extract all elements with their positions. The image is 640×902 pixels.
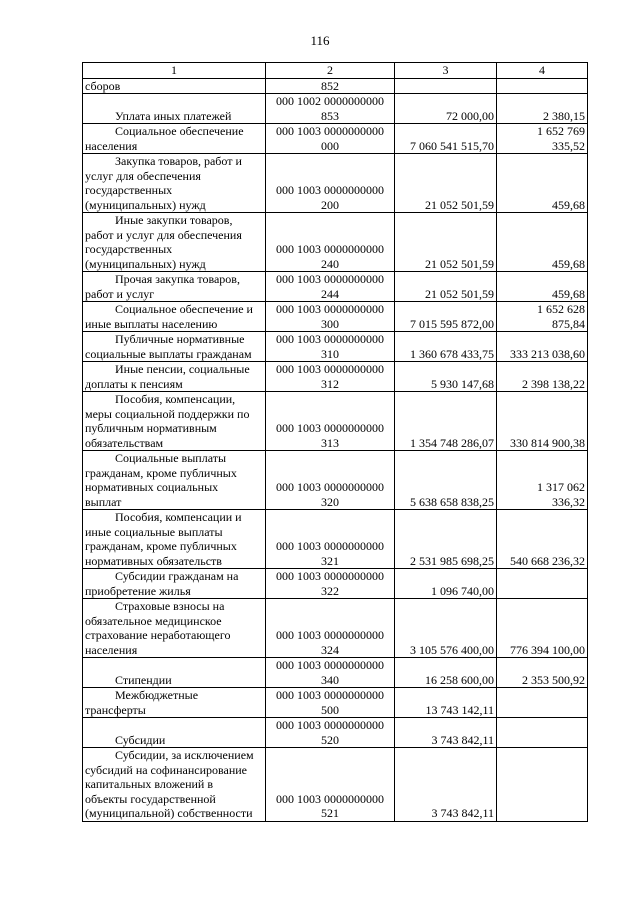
table-row [83, 451, 588, 510]
row-name-cell [83, 94, 266, 124]
row-value-col4-line: 459,68 [552, 256, 585, 271]
row-name-cell [83, 748, 266, 822]
row-value-col3: 3 743 842,11 [395, 718, 497, 748]
row-name-line: Пособия, компенсации и [115, 510, 242, 524]
row-value-col4-line: 2 380,15 [543, 108, 585, 123]
row-name-line: капитальных вложений в [85, 777, 214, 791]
row-value-col3: 3 105 576 400,00 [395, 599, 497, 658]
row-code-line: 313 [321, 435, 339, 450]
row-value-col4-line: 540 668 236,32 [510, 553, 585, 568]
row-name-line: Иные пенсии, социальные [115, 362, 250, 376]
row-value-col3: 7 015 595 872,00 [395, 302, 497, 332]
row-code-line: 320 [321, 494, 339, 509]
row-code-line: 000 1003 0000000000 [276, 539, 384, 553]
row-code-cell [266, 451, 395, 510]
row-value-col3: 16 258 600,00 [395, 658, 497, 688]
row-value-col3: 21 052 501,59 [395, 272, 497, 302]
row-name-line: выплат [85, 494, 122, 509]
row-name-line: нормативных обязательств [85, 553, 222, 568]
row-name-line: (муниципальных) нужд [85, 256, 206, 271]
row-code-line: 000 1003 0000000000 [276, 362, 384, 376]
row-value-col4 [497, 688, 588, 718]
table-header-row [83, 63, 588, 79]
table-row [83, 213, 588, 272]
row-value-col4-line: 1 317 062 [537, 480, 585, 494]
row-name-line: Социальное обеспечение и [115, 302, 253, 316]
row-name-line: Стипендии [115, 672, 172, 687]
row-name-line: гражданам, кроме публичных [85, 465, 237, 480]
page-number: 116 [310, 33, 330, 48]
row-name-line: страхование неработающего [85, 628, 231, 642]
row-code-line: 000 1003 0000000000 [276, 332, 384, 346]
row-name-line: трансферты [85, 702, 146, 717]
row-name-cell [83, 78, 266, 94]
row-code-cell [266, 510, 395, 569]
table-row [83, 392, 588, 451]
row-value-col3: 5 638 658 838,25 [395, 451, 497, 510]
row-name-line: Пособия, компенсации, [115, 392, 236, 406]
row-name-line: доплаты к пенсиям [85, 376, 183, 391]
row-code-line: 000 1003 0000000000 [276, 272, 384, 286]
row-value-col4 [497, 332, 588, 362]
row-value-col4 [497, 124, 588, 154]
row-name-line: нормативных социальных [85, 480, 219, 494]
row-name-line: (муниципальных) нужд [85, 197, 206, 212]
table-row [83, 718, 588, 748]
row-name-cell [83, 599, 266, 658]
row-code-line: 340 [321, 672, 339, 687]
row-name-line: обязательствам [85, 435, 164, 450]
row-code-line: 240 [321, 256, 339, 271]
row-code-cell [266, 658, 395, 688]
row-name-line: Социальные выплаты [115, 451, 227, 465]
row-code-line: 000 1003 0000000000 [276, 718, 384, 732]
row-code-cell [266, 213, 395, 272]
row-name-cell [83, 392, 266, 451]
row-value-col3: 2 531 985 698,25 [395, 510, 497, 569]
column-header-3: 3 [395, 63, 497, 79]
row-name-line: меры социальной поддержки по [85, 406, 250, 421]
row-name-line: Страховые взносы на [115, 599, 225, 613]
row-name-cell [83, 510, 266, 569]
row-value-col4-line: 336,32 [552, 494, 585, 509]
row-code-cell [266, 392, 395, 451]
table-row [83, 362, 588, 392]
row-value-col4-line: 2 353 500,92 [522, 672, 585, 687]
row-name-line: работ и услуг для обеспечения [85, 227, 242, 242]
row-code-line: 000 1003 0000000000 [276, 302, 384, 316]
row-code-line: 000 1003 0000000000 [276, 628, 384, 642]
row-code-line: 852 [321, 78, 339, 93]
row-value-col4 [497, 213, 588, 272]
row-value-col4-line: 1 652 769 [537, 124, 585, 138]
row-name-line: обязательное медицинское [85, 613, 222, 628]
row-code-cell [266, 154, 395, 213]
row-code-line: 000 1003 0000000000 [276, 569, 384, 583]
row-value-col4 [497, 302, 588, 332]
row-name-cell [83, 154, 266, 213]
row-name-line: государственных [85, 242, 173, 256]
row-name-line: Публичные нормативные [115, 332, 245, 346]
budget-table [82, 62, 588, 822]
row-value-col4-line: 1 652 628 [537, 302, 585, 316]
row-name-cell [83, 302, 266, 332]
row-name-line: Субсидии [115, 732, 166, 747]
table-row [83, 94, 588, 124]
row-code-line: 300 [321, 316, 339, 331]
row-name-line: Закупка товаров, работ и [115, 154, 242, 168]
row-value-col3: 21 052 501,59 [395, 213, 497, 272]
row-name-line: объекты государственной [85, 791, 216, 806]
table-row [83, 154, 588, 213]
row-code-cell [266, 569, 395, 599]
row-name-line: (муниципальной) собственности [85, 806, 253, 820]
row-value-col4-line: 335,52 [552, 138, 585, 153]
row-name-line: гражданам, кроме публичных [85, 539, 237, 553]
row-code-line: 000 [321, 138, 339, 153]
row-code-cell [266, 718, 395, 748]
row-name-line: Социальное обеспечение [115, 124, 244, 138]
row-name-line: иные социальные выплаты [85, 524, 223, 539]
row-code-line: 000 1003 0000000000 [276, 242, 384, 256]
row-name-line: Прочая закупка товаров, [115, 272, 240, 286]
row-value-col4-line: 459,68 [552, 197, 585, 212]
row-name-line: населения [85, 642, 138, 657]
row-value-col4 [497, 94, 588, 124]
table-row [83, 302, 588, 332]
column-header-2: 2 [266, 63, 395, 79]
column-header-4: 4 [497, 63, 588, 79]
row-code-line: 322 [321, 583, 339, 598]
row-value-col4 [497, 599, 588, 658]
row-code-cell [266, 94, 395, 124]
row-code-line: 000 1003 0000000000 [276, 183, 384, 197]
row-code-line: 310 [321, 346, 339, 361]
row-value-col3: 1 096 740,00 [395, 569, 497, 599]
row-code-line: 000 1003 0000000000 [276, 791, 384, 806]
row-value-col3: 1 360 678 433,75 [395, 332, 497, 362]
row-code-line: 000 1003 0000000000 [276, 421, 384, 435]
row-name-cell [83, 688, 266, 718]
table-row [83, 272, 588, 302]
row-code-line: 000 1003 0000000000 [276, 124, 384, 138]
row-value-col4-line: 776 394 100,00 [510, 642, 585, 657]
row-code-line: 000 1003 0000000000 [276, 480, 384, 494]
row-name-line: Субсидии, за исключением [115, 748, 254, 762]
row-code-cell [266, 332, 395, 362]
row-name-line: сборов [85, 78, 121, 93]
row-value-col3: 1 354 748 286,07 [395, 392, 497, 451]
row-name-line: Иные закупки товаров, [115, 213, 233, 227]
row-value-col4 [497, 154, 588, 213]
row-code-line: 244 [321, 286, 339, 301]
row-value-col4 [497, 569, 588, 599]
row-value-col4 [497, 748, 588, 822]
table-row [83, 332, 588, 362]
row-value-col4-line: 875,84 [552, 316, 585, 331]
row-value-col4 [497, 362, 588, 392]
row-name-line: государственных [85, 183, 173, 197]
row-name-line: Межбюджетные [115, 688, 199, 702]
row-code-line: 000 1003 0000000000 [276, 688, 384, 702]
row-code-line: 000 1003 0000000000 [276, 658, 384, 672]
table-row [83, 124, 588, 154]
row-name-line: иные выплаты населению [85, 316, 218, 331]
table-row [83, 78, 588, 94]
row-name-line: Субсидии гражданам на [115, 569, 239, 583]
row-value-col4 [497, 658, 588, 688]
row-name-cell [83, 362, 266, 392]
row-code-line: 321 [321, 553, 339, 568]
row-value-col4-line: 2 398 138,22 [522, 376, 585, 391]
table-row [83, 688, 588, 718]
row-name-cell [83, 718, 266, 748]
row-name-line: субсидий на софинансирование [85, 762, 248, 777]
table-row [83, 748, 588, 822]
table-row [83, 510, 588, 569]
row-code-cell [266, 272, 395, 302]
row-name-line: работ и услуг [85, 286, 155, 301]
table-row [83, 658, 588, 688]
table-body [83, 78, 588, 821]
row-code-cell [266, 124, 395, 154]
row-code-cell [266, 362, 395, 392]
row-code-cell [266, 688, 395, 718]
row-name-cell [83, 213, 266, 272]
row-name-cell [83, 658, 266, 688]
row-value-col3: 3 743 842,11 [395, 748, 497, 822]
row-code-cell [266, 599, 395, 658]
row-name-cell [83, 332, 266, 362]
row-name-cell [83, 124, 266, 154]
row-code-line: 500 [321, 702, 339, 717]
row-value-col4-line: 459,68 [552, 286, 585, 301]
row-name-line: социальные выплаты гражданам [85, 346, 252, 361]
table-row [83, 569, 588, 599]
row-code-line: 200 [321, 197, 339, 212]
row-value-col3: 5 930 147,68 [395, 362, 497, 392]
row-value-col4 [497, 272, 588, 302]
row-code-line: 324 [321, 642, 339, 657]
row-value-col4 [497, 451, 588, 510]
row-code-cell [266, 78, 395, 94]
row-code-cell [266, 302, 395, 332]
row-value-col4-line: 333 213 038,60 [510, 346, 585, 361]
row-value-col3 [395, 78, 497, 94]
row-code-line: 520 [321, 732, 339, 747]
row-value-col3: 7 060 541 515,70 [395, 124, 497, 154]
row-code-line: 521 [321, 806, 339, 820]
row-code-line: 312 [321, 376, 339, 391]
row-value-col3: 72 000,00 [395, 94, 497, 124]
row-code-cell [266, 748, 395, 822]
row-name-cell [83, 272, 266, 302]
row-value-col4 [497, 510, 588, 569]
row-value-col3: 21 052 501,59 [395, 154, 497, 213]
row-name-line: населения [85, 138, 138, 153]
row-name-line: публичным нормативным [85, 421, 217, 435]
row-value-col4 [497, 78, 588, 94]
row-name-line: приобретение жилья [85, 583, 191, 598]
row-value-col4 [497, 718, 588, 748]
table-row [83, 599, 588, 658]
row-value-col4-line: 330 814 900,38 [510, 435, 585, 450]
row-name-line: услуг для обеспечения [85, 168, 201, 183]
row-name-cell [83, 569, 266, 599]
row-code-line: 853 [321, 108, 339, 123]
row-code-line: 000 1002 0000000000 [276, 94, 384, 108]
row-name-cell [83, 451, 266, 510]
row-value-col4 [497, 392, 588, 451]
column-header-1: 1 [83, 63, 266, 79]
row-name-line: Уплата иных платежей [115, 108, 232, 123]
row-value-col3: 13 743 142,11 [395, 688, 497, 718]
